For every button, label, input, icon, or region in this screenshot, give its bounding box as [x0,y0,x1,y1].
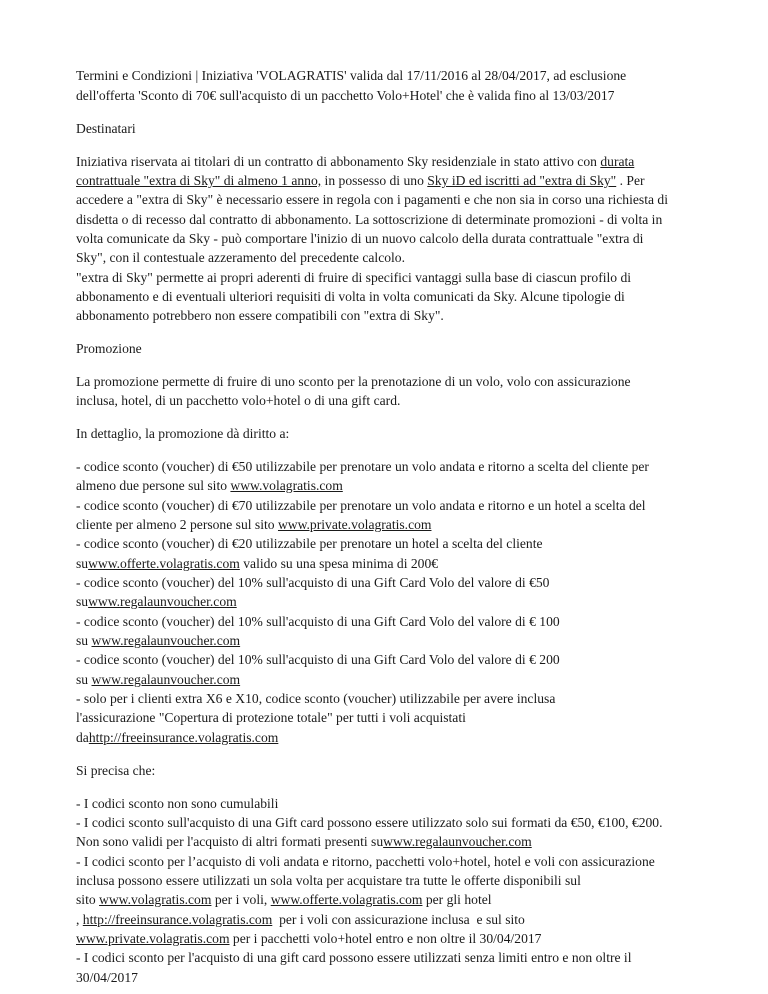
paragraph-line: disdetta o di recesso dal contratto di abbonamento. La sottoscrizione di determinate promozioni - di volta in [76,212,663,227]
paragraph-line: "extra di Sky" permette ai propri aderenti di fruire di specifici vantaggi sulla base di ciascun profilo di [76,270,632,285]
volagratis-link[interactable]: www.volagratis.com [230,478,343,493]
note-item-cont: 30/04/2017 [76,970,138,985]
note-item-cont: , http://freeinsurance.volagratis.com per i voli con assicurazione inclusa e sul sito [76,912,525,927]
list-item-cont: dahttp://freeinsurance.volagratis.com [76,730,279,745]
regalaunvoucher-link[interactable]: www.regalaunvoucher.com [383,834,532,849]
document-title-cont: dell'offerta 'Sconto di 70€ sull'acquisto di un pacchetto Volo+Hotel' che è valida fino al 13/03/2017 [76,88,615,103]
paragraph-line: volta comunicate da Sky - può comportare l'inizio di un nuovo calcolo della durata contrattuale "extra di [76,231,644,246]
sky-id-link[interactable]: Sky iD ed iscritti ad "extra di Sky" [427,173,617,188]
list-item: - codice sconto (voucher) del 10% sull'acquisto di una Gift Card Volo del valore di € 200 [76,652,560,667]
regalaunvoucher-link[interactable]: www.regalaunvoucher.com [91,672,241,687]
offerte-volagratis-link[interactable]: www.offerte.volagratis.com [270,892,423,907]
paragraph-line: contrattuale "extra di Sky" di almeno 1 anno, in possesso di uno Sky iD ed iscritti ad "extra di Sky" . Per [76,173,645,188]
note-item-cont: inclusa possono essere utilizzati un sola volta per acquistare tra tutte le offerte disponibili sul [76,873,581,888]
paragraph-line: In dettaglio, la promozione dà diritto a: [76,426,290,441]
list-item-cont: suwww.offerte.volagratis.com valido su una spesa minima di 200€ [76,556,439,571]
list-item: - codice sconto (voucher) del 10% sull'acquisto di una Gift Card Volo del valore di € 100 [76,614,560,629]
offerte-volagratis-link[interactable]: www.offerte.volagratis.com [88,556,240,571]
list-item: - codice sconto (voucher) di €70 utilizzabile per prenotare un volo andata e ritorno e un hotel a scelta del [76,498,646,513]
list-item: - codice sconto (voucher) di €20 utilizzabile per prenotare un hotel a scelta del cliente [76,536,543,551]
freeinsurance-link[interactable]: http://freeinsurance.volagratis.com [88,730,279,745]
regalaunvoucher-link[interactable]: www.regalaunvoucher.com [91,633,241,648]
paragraph-line: inclusa, hotel, di un pacchetto volo+hotel o di una gift card. [76,393,401,408]
freeinsurance-link[interactable]: http://freeinsurance.volagratis.com [82,912,273,927]
duration-link-cont[interactable]: contrattuale "extra di Sky" di almeno 1 anno, [76,173,322,188]
note-item: - I codici sconto per l’acquisto di voli andata e ritorno, pacchetti volo+hotel, hotel e voli con assicurazione [76,854,655,869]
paragraph-line: Si precisa che: [76,763,156,778]
paragraph-line: Sky", con il contestuale azzeramento del precedente calcolo. [76,250,406,265]
paragraph-line: abbonamento e di eventuali ulteriori requisiti di volta in volta comunicati da Sky. Alcune tipologie di [76,289,625,304]
list-item: - codice sconto (voucher) di €50 utilizzabile per prenotare un volo andata e ritorno a scelta del cliente per [76,459,649,474]
list-item-cont: su www.regalaunvoucher.com [76,672,241,687]
note-item: - I codici sconto non sono cumulabili [76,796,279,811]
list-item: - codice sconto (voucher) del 10% sull'acquisto di una Gift Card Volo del valore di €50 [76,575,550,590]
section-heading-destinatari: Destinatari [76,121,136,136]
note-item: - I codici sconto sull'acquisto di una Gift card possono essere utilizzato solo sui formati da €50, €100, €200. [76,815,663,830]
list-item-cont: almeno due persone sul sito www.volagratis.com [76,478,343,493]
document-title: Termini e Condizioni | Iniziativa 'VOLAGRATIS' valida dal 17/11/2016 al 28/04/2017, ad esclusione [76,68,627,83]
note-item: - I codici sconto per l'acquisto di una gift card possono essere utilizzati senza limiti entro e non oltre il [76,950,632,965]
list-item-cont: suwww.regalaunvoucher.com [76,594,237,609]
private-volagratis-link[interactable]: www.private.volagratis.com [76,931,230,946]
note-item-cont: www.private.volagratis.com per i pacchetti volo+hotel entro e non oltre il 30/04/2017 [76,931,542,946]
list-item: - solo per i clienti extra X6 e X10, codice sconto (voucher) utilizzabile per avere inclusa [76,691,556,706]
note-item-cont: sito www.volagratis.com per i voli, www.offerte.volagratis.com per gli hotel [76,892,492,907]
list-item-cont: cliente per almeno 2 persone sul sito www.private.volagratis.com [76,517,432,532]
paragraph-line: accedere a "extra di Sky" è necessario essere in regola con i pagamenti e che non sia in corso una richiesta di [76,192,668,207]
list-item-cont: su www.regalaunvoucher.com [76,633,241,648]
section-heading-promozione: Promozione [76,341,142,356]
list-item-cont: l'assicurazione "Copertura di protezione totale" per tutti i voli acquistati [76,710,466,725]
regalaunvoucher-link[interactable]: www.regalaunvoucher.com [88,594,237,609]
volagratis-link[interactable]: www.volagratis.com [99,892,212,907]
paragraph-line: Iniziativa riservata ai titolari di un contratto di abbonamento Sky residenziale in stato attivo con durata [76,154,635,169]
paragraph-line: abbonamento potrebbero non essere compatibili con "extra di Sky". [76,308,444,323]
duration-link[interactable]: durata [600,154,635,169]
note-item-cont: Non sono validi per l'acquisto di altri formati presenti suwww.regalaunvoucher.com [76,834,532,849]
private-volagratis-link[interactable]: www.private.volagratis.com [277,517,432,532]
paragraph-line: La promozione permette di fruire di uno sconto per la prenotazione di un volo, volo con assicurazione [76,374,631,389]
